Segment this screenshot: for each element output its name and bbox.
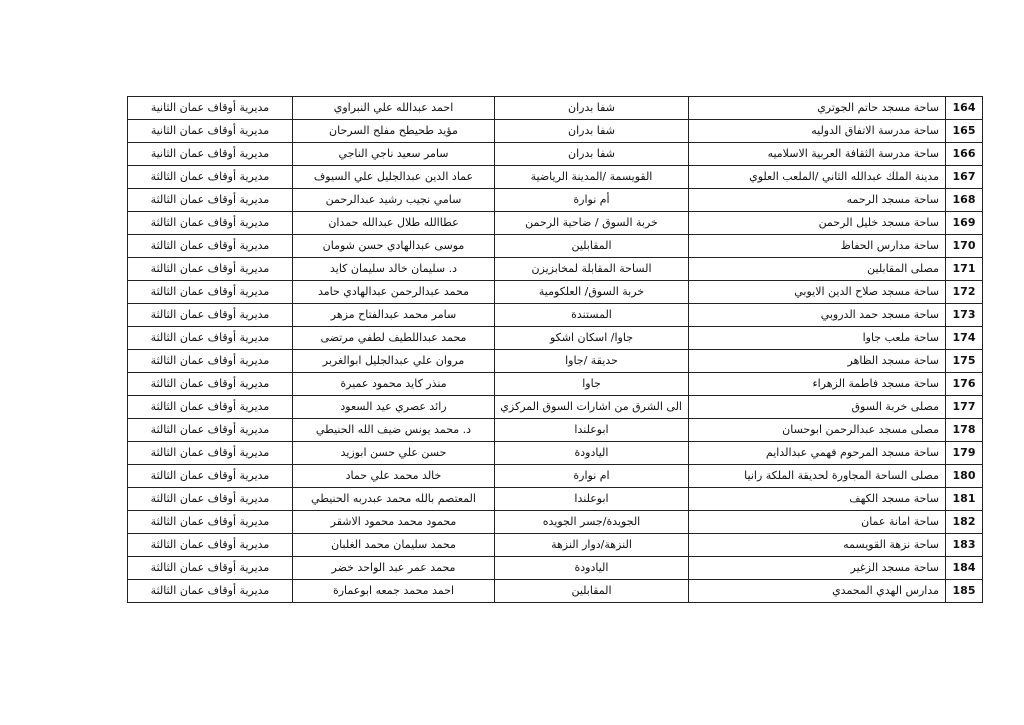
supervisor-name-cell: موسى عبدالهادي حسن شومان: [293, 235, 495, 258]
site-cell: ساحة مدارس الحفاظ: [689, 235, 946, 258]
site-cell: مصلى خربة السوق: [689, 396, 946, 419]
row-number-cell: 175: [946, 350, 983, 373]
directorate-cell: مديرية أوقاف عمان الثالثة: [128, 511, 293, 534]
supervisor-name-cell: المعتصم بالله محمد عبدربه الحنيطي: [293, 488, 495, 511]
directorate-cell: مديرية أوقاف عمان الثالثة: [128, 557, 293, 580]
table-row: [128, 488, 983, 511]
area-cell: شفا بدران: [495, 120, 689, 143]
area-cell: اليادودة: [495, 557, 689, 580]
row-number-cell: 173: [946, 304, 983, 327]
directorate-cell: مديرية أوقاف عمان الثالثة: [128, 580, 293, 603]
site-cell: مصلى مسجد عبدالرحمن ابوحسان: [689, 419, 946, 442]
row-number-cell: 171: [946, 258, 983, 281]
row-number-cell: 176: [946, 373, 983, 396]
area-cell: المقابلين: [495, 580, 689, 603]
supervisor-name-cell: رائد عصري عيد السعود: [293, 396, 495, 419]
row-number-cell: 179: [946, 442, 983, 465]
area-cell: الى الشرق من اشارات السوق المركزي: [495, 396, 689, 419]
area-cell: النزهة/دوار النزهة: [495, 534, 689, 557]
table-row: [128, 120, 983, 143]
table-row: [128, 281, 983, 304]
site-cell: ساحة مسجد الزغير: [689, 557, 946, 580]
area-cell: شفا بدران: [495, 143, 689, 166]
area-cell: الجويدة/جسر الجويده: [495, 511, 689, 534]
site-cell: ساحة مسجد حمد الدروبي: [689, 304, 946, 327]
supervisor-name-cell: د. محمد يونس ضيف الله الحنيطي: [293, 419, 495, 442]
directorate-cell: مديرية أوقاف عمان الثالثة: [128, 281, 293, 304]
directorate-cell: مديرية أوقاف عمان الثالثة: [128, 442, 293, 465]
area-cell: ابوعلندا: [495, 488, 689, 511]
site-cell: ساحة مسجد المرحوم فهمي عبدالدايم: [689, 442, 946, 465]
site-cell: ساحة مدرسة الثقافة العربية الاسلاميه: [689, 143, 946, 166]
site-cell: ساحة مسجد صلاح الدين الايوبي: [689, 281, 946, 304]
supervisor-name-cell: حسن علي حسن ابوزيد: [293, 442, 495, 465]
site-cell: ساحة مسجد خليل الرحمن: [689, 212, 946, 235]
directorate-cell: مديرية أوقاف عمان الثانية: [128, 120, 293, 143]
table-row: [128, 396, 983, 419]
row-number-cell: 180: [946, 465, 983, 488]
site-cell: مصلى المقابلين: [689, 258, 946, 281]
table-row: [128, 580, 983, 603]
site-cell: ساحة امانة عمان: [689, 511, 946, 534]
area-cell: حديقة /جاوا: [495, 350, 689, 373]
supervisor-name-cell: محمد سليمان محمد الغلبان: [293, 534, 495, 557]
table-row: [128, 166, 983, 189]
table-row: [128, 534, 983, 557]
row-number-cell: 166: [946, 143, 983, 166]
area-cell: المقابلين: [495, 235, 689, 258]
directorate-cell: مديرية أوقاف عمان الثالثة: [128, 235, 293, 258]
area-cell: ابوعلندا: [495, 419, 689, 442]
directorate-cell: مديرية أوقاف عمان الثالثة: [128, 488, 293, 511]
site-cell: ساحة مسجد فاطمة الزهراء: [689, 373, 946, 396]
directorate-cell: مديرية أوقاف عمان الثانية: [128, 97, 293, 120]
area-cell: اليادودة: [495, 442, 689, 465]
area-cell: أم نوارة: [495, 189, 689, 212]
supervisor-name-cell: محمد عبداللطيف لطفي مرتضى: [293, 327, 495, 350]
row-number-cell: 174: [946, 327, 983, 350]
site-cell: مدارس الهدي المحمدي: [689, 580, 946, 603]
table-row: [128, 511, 983, 534]
directorate-cell: مديرية أوقاف عمان الثالثة: [128, 419, 293, 442]
supervisor-name-cell: محمود محمد محمود الاشقر: [293, 511, 495, 534]
row-number-cell: 172: [946, 281, 983, 304]
directorate-cell: مديرية أوقاف عمان الثالثة: [128, 534, 293, 557]
table-row: [128, 97, 983, 120]
supervisor-name-cell: احمد عبدالله علي النبراوي: [293, 97, 495, 120]
supervisor-name-cell: عطاالله طلال عبدالله حمدان: [293, 212, 495, 235]
supervisor-name-cell: محمد عبدالرحمن عبدالهادي حامد: [293, 281, 495, 304]
area-cell: جاوا: [495, 373, 689, 396]
directorate-cell: مديرية أوقاف عمان الثالثة: [128, 465, 293, 488]
table-row: [128, 143, 983, 166]
table-row: [128, 465, 983, 488]
directorate-cell: مديرية أوقاف عمان الثالثة: [128, 212, 293, 235]
supervisor-name-cell: خالد محمد علي حماد: [293, 465, 495, 488]
row-number-cell: 167: [946, 166, 983, 189]
row-number-cell: 165: [946, 120, 983, 143]
directorate-cell: مديرية أوقاف عمان الثالثة: [128, 304, 293, 327]
area-cell: خربة السوق/ العلكومية: [495, 281, 689, 304]
table-row: [128, 442, 983, 465]
directorate-cell: مديرية أوقاف عمان الثانية: [128, 143, 293, 166]
row-number-cell: 168: [946, 189, 983, 212]
row-number-cell: 170: [946, 235, 983, 258]
area-cell: الساحة المقابلة لمخابزيزن: [495, 258, 689, 281]
table-row: [128, 212, 983, 235]
site-cell: ساحة مسجد الكهف: [689, 488, 946, 511]
supervisor-name-cell: محمد عمر عبد الواحد خضر: [293, 557, 495, 580]
row-number-cell: 164: [946, 97, 983, 120]
site-cell: ساحة مسجد الرحمه: [689, 189, 946, 212]
directorate-cell: مديرية أوقاف عمان الثالثة: [128, 350, 293, 373]
table-row: [128, 327, 983, 350]
supervisor-name-cell: منذر كايد محمود عميرة: [293, 373, 495, 396]
row-number-cell: 177: [946, 396, 983, 419]
supervisor-name-cell: سامي نجيب رشيد عبدالرحمن: [293, 189, 495, 212]
supervisor-name-cell: د. سليمان خالد سليمان كايد: [293, 258, 495, 281]
area-cell: جاوا/ اسكان اشكو: [495, 327, 689, 350]
table-row: [128, 557, 983, 580]
supervisor-name-cell: احمد محمد جمعه ابوعمارة: [293, 580, 495, 603]
row-number-cell: 178: [946, 419, 983, 442]
area-cell: القويسمة /المدينة الرياضية: [495, 166, 689, 189]
supervisor-name-cell: عماد الدين عبدالجليل علي السيوف: [293, 166, 495, 189]
table-row: [128, 350, 983, 373]
site-cell: ساحة مسجد حاتم الجوتري: [689, 97, 946, 120]
supervisor-name-cell: سامر سعيد ناجي الناجي: [293, 143, 495, 166]
row-number-cell: 185: [946, 580, 983, 603]
row-number-cell: 181: [946, 488, 983, 511]
area-cell: شفا بدران: [495, 97, 689, 120]
directorate-cell: مديرية أوقاف عمان الثالثة: [128, 189, 293, 212]
site-cell: ساحة مدرسة الاتفاق الدوليه: [689, 120, 946, 143]
supervisor-name-cell: مروان علي عبدالجليل ابوالغربر: [293, 350, 495, 373]
site-cell: مصلى الساحة المجاورة لحديقة الملكة رانيا: [689, 465, 946, 488]
site-cell: ساحة ملعب جاوا: [689, 327, 946, 350]
supervisor-name-cell: مؤيد طحيطح مفلح السرحان: [293, 120, 495, 143]
directorate-cell: مديرية أوقاف عمان الثالثة: [128, 258, 293, 281]
directorate-cell: مديرية أوقاف عمان الثالثة: [128, 373, 293, 396]
area-cell: خربة السوق / ضاحية الرحمن: [495, 212, 689, 235]
area-cell: ام نوارة: [495, 465, 689, 488]
table-row: [128, 419, 983, 442]
row-number-cell: 183: [946, 534, 983, 557]
table-row: [128, 373, 983, 396]
site-cell: ساحة مسجد الظاهر: [689, 350, 946, 373]
site-cell: مدينة الملك عبدالله الثاني /الملعب العلوي: [689, 166, 946, 189]
directorate-cell: مديرية أوقاف عمان الثالثة: [128, 166, 293, 189]
table-body: [128, 97, 983, 603]
row-number-cell: 184: [946, 557, 983, 580]
site-cell: ساحة نزهة القويسمه: [689, 534, 946, 557]
table-row: [128, 235, 983, 258]
directorate-cell: مديرية أوقاف عمان الثالثة: [128, 327, 293, 350]
row-number-cell: 169: [946, 212, 983, 235]
table-row: [128, 258, 983, 281]
table-row: [128, 189, 983, 212]
area-cell: المستندة: [495, 304, 689, 327]
row-number-cell: 182: [946, 511, 983, 534]
supervisor-name-cell: سامر محمد عبدالفتاح مزهر: [293, 304, 495, 327]
directorate-cell: مديرية أوقاف عمان الثالثة: [128, 396, 293, 419]
prayer-sites-table: [127, 96, 983, 603]
table-row: [128, 304, 983, 327]
